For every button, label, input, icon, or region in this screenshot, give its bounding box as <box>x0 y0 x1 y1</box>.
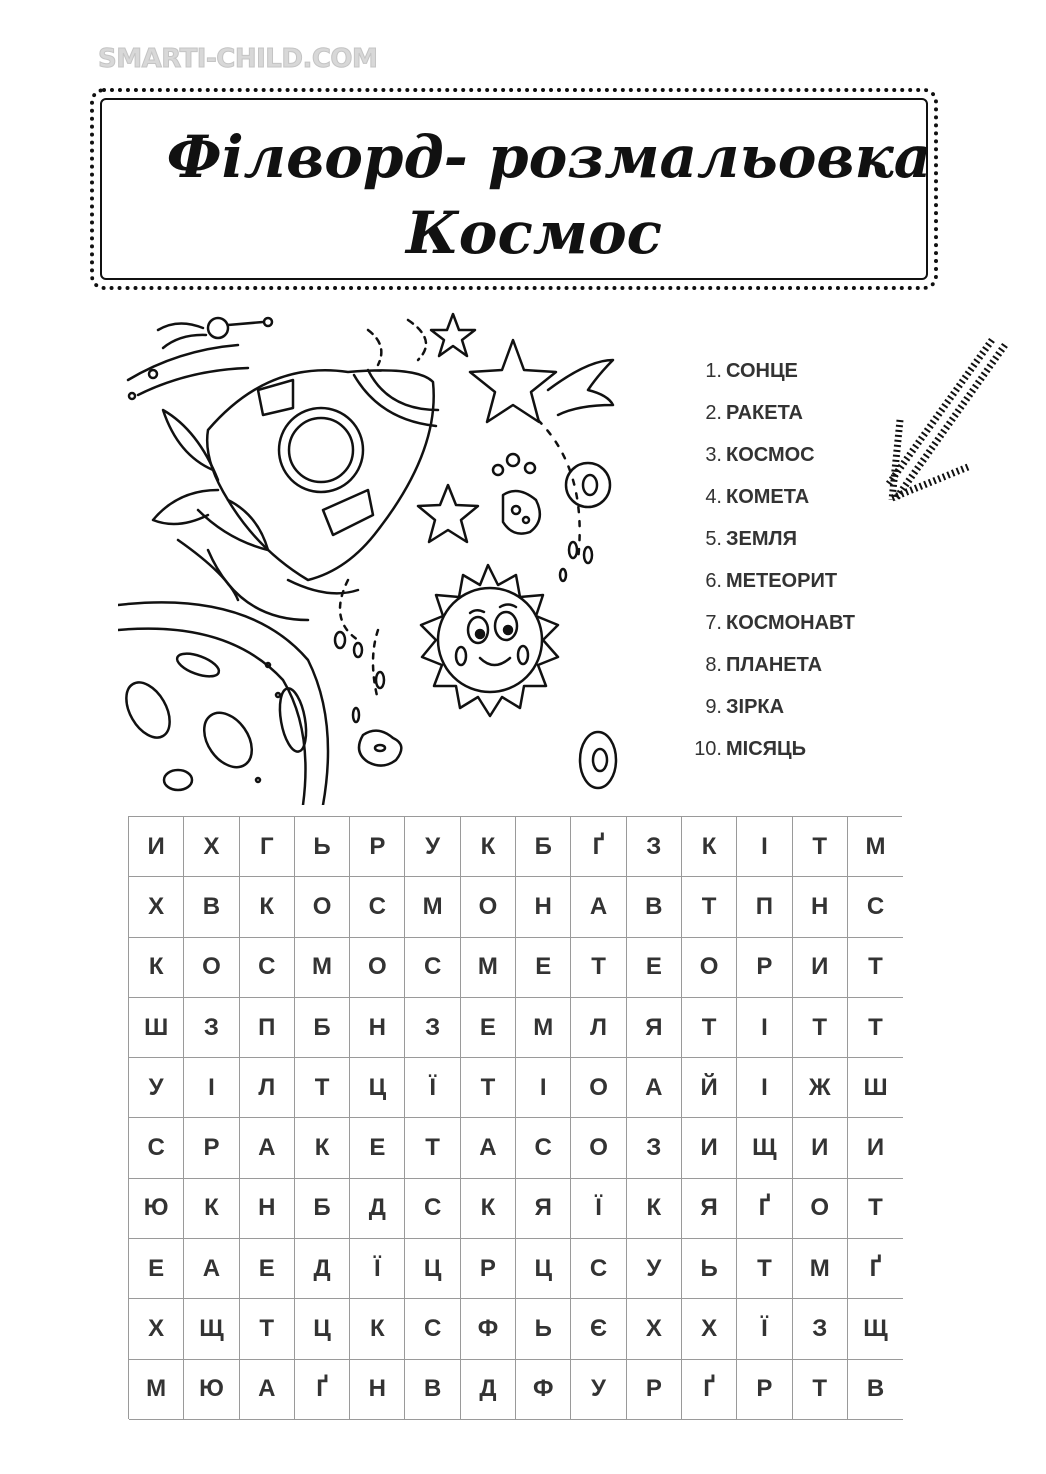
grid-cell[interactable]: Е <box>461 998 516 1058</box>
grid-cell[interactable]: Д <box>350 1179 405 1239</box>
grid-cell[interactable]: П <box>240 998 295 1058</box>
word-list-item <box>686 602 855 644</box>
grid-cell[interactable]: І <box>516 1058 571 1118</box>
word-text: КОСМОС <box>726 443 815 466</box>
grid-cell[interactable]: У <box>571 1360 626 1420</box>
grid-cell[interactable]: Т <box>848 1179 903 1239</box>
word-text: ПЛАНЕТА <box>726 653 823 676</box>
word-number: 10. <box>694 737 722 760</box>
grid-cell[interactable]: Б <box>516 817 571 877</box>
grid-cell[interactable]: О <box>793 1179 848 1239</box>
grid-cell[interactable]: С <box>405 938 460 998</box>
word-text: КОСМОНАВТ <box>726 611 855 634</box>
word-list-item <box>686 434 855 476</box>
grid-cell[interactable]: З <box>184 998 239 1058</box>
grid-cell[interactable]: Ж <box>793 1058 848 1118</box>
word-list-item <box>686 518 855 560</box>
grid-cell[interactable]: Д <box>295 1239 350 1299</box>
grid-cell[interactable]: Т <box>793 1360 848 1420</box>
grid-cell[interactable]: Ь <box>516 1299 571 1359</box>
grid-cell[interactable]: Т <box>461 1058 516 1118</box>
grid-cell[interactable]: Т <box>571 938 626 998</box>
asteroid-icon <box>335 454 616 788</box>
grid-cell[interactable]: Р <box>350 817 405 877</box>
grid-cell[interactable]: Г <box>240 817 295 877</box>
word-text: МЕТЕОРИТ <box>726 569 838 592</box>
word-text: МІСЯЦЬ <box>726 737 807 760</box>
grid-cell[interactable]: Т <box>737 1239 792 1299</box>
space-coloring-illustration <box>118 300 638 805</box>
grid-cell[interactable]: Ю <box>129 1179 184 1239</box>
grid-cell[interactable]: Р <box>627 1360 682 1420</box>
grid-cell[interactable]: М <box>129 1360 184 1420</box>
grid-cell[interactable]: Ї <box>737 1299 792 1359</box>
grid-cell[interactable]: Е <box>240 1239 295 1299</box>
grid-cell[interactable]: Б <box>295 998 350 1058</box>
word-number: 7. <box>705 611 722 634</box>
grid-cell[interactable]: К <box>350 1299 405 1359</box>
grid-cell[interactable]: Н <box>240 1179 295 1239</box>
grid-cell[interactable]: Т <box>793 817 848 877</box>
grid-cell[interactable]: Щ <box>737 1118 792 1178</box>
grid-cell[interactable]: Т <box>682 877 737 937</box>
grid-cell[interactable]: Т <box>848 938 903 998</box>
grid-cell[interactable]: М <box>516 998 571 1058</box>
grid-cell[interactable]: О <box>571 1058 626 1118</box>
word-list-item <box>686 350 855 392</box>
grid-cell[interactable]: Х <box>682 1299 737 1359</box>
watermark: SMARTI-CHILD.COM <box>98 44 378 74</box>
grid-cell[interactable]: Н <box>350 1360 405 1420</box>
grid-cell[interactable]: И <box>129 817 184 877</box>
grid-cell[interactable]: Р <box>461 1239 516 1299</box>
grid-cell[interactable]: И <box>848 1118 903 1178</box>
grid-cell[interactable]: А <box>571 877 626 937</box>
grid-cell[interactable]: Ш <box>129 998 184 1058</box>
page-subtitle: Космос <box>406 199 662 267</box>
grid-cell[interactable]: К <box>295 1118 350 1178</box>
grid-cell[interactable]: Ь <box>295 817 350 877</box>
grid-cell[interactable]: Ї <box>405 1058 460 1118</box>
grid-cell[interactable]: С <box>129 1118 184 1178</box>
grid-cell[interactable]: С <box>240 938 295 998</box>
grid-cell[interactable]: М <box>461 938 516 998</box>
title-frame <box>90 88 938 290</box>
word-number: 3. <box>705 443 722 466</box>
grid-cell[interactable]: П <box>737 877 792 937</box>
grid-cell[interactable]: Д <box>461 1360 516 1420</box>
grid-cell[interactable]: Щ <box>184 1299 239 1359</box>
grid-cell[interactable]: Р <box>737 1360 792 1420</box>
grid-cell[interactable]: Н <box>516 877 571 937</box>
word-text: СОНЦЕ <box>726 359 798 382</box>
comet-icon <box>368 320 613 560</box>
grid-cell[interactable]: И <box>793 1118 848 1178</box>
grid-cell[interactable]: Н <box>793 877 848 937</box>
grid-cell[interactable]: И <box>682 1118 737 1178</box>
grid-cell[interactable]: В <box>184 877 239 937</box>
grid-cell[interactable]: С <box>848 877 903 937</box>
grid-cell[interactable]: Х <box>184 817 239 877</box>
word-number: 1. <box>705 359 722 382</box>
word-number: 6. <box>705 569 722 592</box>
grid-cell[interactable]: К <box>461 1179 516 1239</box>
grid-cell[interactable]: У <box>129 1058 184 1118</box>
grid-cell[interactable]: О <box>571 1118 626 1178</box>
grid-cell[interactable]: Т <box>682 998 737 1058</box>
word-number: 8. <box>705 653 722 676</box>
word-number: 2. <box>705 401 722 424</box>
grid-cell[interactable]: І <box>737 998 792 1058</box>
word-text: ЗЕМЛЯ <box>726 527 797 550</box>
grid-cell[interactable]: В <box>405 1360 460 1420</box>
grid-cell[interactable]: С <box>350 877 405 937</box>
grid-cell[interactable]: Ґ <box>295 1360 350 1420</box>
grid-cell[interactable]: Ц <box>516 1239 571 1299</box>
word-list-item <box>686 560 855 602</box>
grid-cell[interactable]: І <box>737 1058 792 1118</box>
grid-cell[interactable]: Л <box>571 998 626 1058</box>
grid-cell[interactable]: Л <box>240 1058 295 1118</box>
word-search-grid <box>128 816 902 1419</box>
grid-cell[interactable]: С <box>405 1299 460 1359</box>
grid-cell[interactable]: Ї <box>571 1179 626 1239</box>
star-icon <box>418 314 556 542</box>
grid-cell[interactable]: К <box>682 817 737 877</box>
grid-cell[interactable]: М <box>793 1239 848 1299</box>
grid-cell[interactable]: К <box>184 1179 239 1239</box>
grid-cell[interactable]: З <box>627 1118 682 1178</box>
grid-cell[interactable]: Р <box>184 1118 239 1178</box>
dotted-arrow-icon <box>880 335 1015 515</box>
grid-cell[interactable]: К <box>129 938 184 998</box>
grid-cell[interactable]: О <box>461 877 516 937</box>
grid-cell[interactable]: М <box>405 877 460 937</box>
grid-cell[interactable]: З <box>627 817 682 877</box>
grid-cell[interactable]: А <box>627 1058 682 1118</box>
grid-cell[interactable]: О <box>184 938 239 998</box>
grid-cell[interactable]: Х <box>129 1299 184 1359</box>
word-text: КОМЕТА <box>726 485 810 508</box>
grid-cell[interactable]: І <box>184 1058 239 1118</box>
grid-cell[interactable]: Я <box>516 1179 571 1239</box>
planet-icon <box>118 602 328 805</box>
word-list <box>686 350 855 770</box>
grid-cell[interactable]: Ґ <box>848 1239 903 1299</box>
grid-cell[interactable]: Ц <box>405 1239 460 1299</box>
grid-cell[interactable]: А <box>184 1239 239 1299</box>
grid-cell[interactable]: У <box>627 1239 682 1299</box>
grid-cell[interactable]: З <box>405 998 460 1058</box>
grid-cell[interactable]: Ц <box>295 1299 350 1359</box>
grid-cell[interactable]: О <box>350 938 405 998</box>
grid-cell[interactable]: Ґ <box>571 817 626 877</box>
grid-cell[interactable]: О <box>295 877 350 937</box>
grid-cell[interactable]: В <box>848 1360 903 1420</box>
word-text: РАКЕТА <box>726 401 803 424</box>
word-list-item <box>686 476 855 518</box>
grid-cell[interactable]: Ф <box>516 1360 571 1420</box>
grid-cell[interactable]: Ґ <box>682 1360 737 1420</box>
grid-cell[interactable]: Е <box>129 1239 184 1299</box>
word-number: 5. <box>705 527 722 550</box>
page-title: Філворд- розмальовка <box>166 123 932 191</box>
grid-cell[interactable]: Х <box>129 877 184 937</box>
grid-cell[interactable]: Б <box>295 1179 350 1239</box>
grid-cell[interactable]: Ґ <box>737 1179 792 1239</box>
grid-cell[interactable]: Ю <box>184 1360 239 1420</box>
grid-cell[interactable]: Є <box>571 1299 626 1359</box>
grid-cell[interactable]: Е <box>627 938 682 998</box>
sun-icon <box>421 565 558 716</box>
grid-cell[interactable]: А <box>240 1118 295 1178</box>
grid-cell[interactable]: А <box>461 1118 516 1178</box>
grid-cell[interactable]: И <box>793 938 848 998</box>
grid-cell[interactable]: Е <box>516 938 571 998</box>
rocket-icon <box>153 370 438 620</box>
grid-cell[interactable]: Ц <box>350 1058 405 1118</box>
grid-cell[interactable]: З <box>793 1299 848 1359</box>
grid-cell[interactable]: К <box>240 877 295 937</box>
grid-cell[interactable]: О <box>682 938 737 998</box>
word-text: ЗІРКА <box>726 695 785 718</box>
grid-cell[interactable]: Т <box>405 1118 460 1178</box>
grid-cell[interactable]: К <box>461 817 516 877</box>
grid-cell[interactable]: Т <box>295 1058 350 1118</box>
word-list-item <box>686 392 855 434</box>
grid-cell[interactable]: Е <box>350 1118 405 1178</box>
grid-cell[interactable]: Й <box>682 1058 737 1118</box>
grid-cell[interactable]: Х <box>627 1299 682 1359</box>
grid-cell[interactable]: Р <box>737 938 792 998</box>
grid-cell[interactable]: Я <box>627 998 682 1058</box>
grid-cell[interactable]: Т <box>848 998 903 1058</box>
grid-cell[interactable]: С <box>571 1239 626 1299</box>
grid-cell[interactable]: Щ <box>848 1299 903 1359</box>
grid-cell[interactable]: Ш <box>848 1058 903 1118</box>
grid-cell[interactable]: І <box>737 817 792 877</box>
grid-cell[interactable]: Н <box>350 998 405 1058</box>
grid-cell[interactable]: Ь <box>682 1239 737 1299</box>
grid-cell[interactable]: Т <box>240 1299 295 1359</box>
grid-cell[interactable]: Ї <box>350 1239 405 1299</box>
grid-cell[interactable]: Я <box>682 1179 737 1239</box>
grid-cell[interactable]: У <box>405 817 460 877</box>
grid-cell[interactable]: Ф <box>461 1299 516 1359</box>
word-list-item <box>686 728 855 770</box>
word-number: 4. <box>705 485 722 508</box>
grid-cell[interactable]: С <box>405 1179 460 1239</box>
word-list-item <box>686 686 855 728</box>
grid-cell[interactable]: М <box>295 938 350 998</box>
grid-cell[interactable]: К <box>627 1179 682 1239</box>
word-number: 9. <box>705 695 722 718</box>
satellite-icon <box>128 318 272 399</box>
grid-cell[interactable]: М <box>848 817 903 877</box>
grid-cell[interactable]: Т <box>793 998 848 1058</box>
grid-cell[interactable]: В <box>627 877 682 937</box>
word-list-item <box>686 644 855 686</box>
grid-cell[interactable]: С <box>516 1118 571 1178</box>
grid-cell[interactable]: А <box>240 1360 295 1420</box>
